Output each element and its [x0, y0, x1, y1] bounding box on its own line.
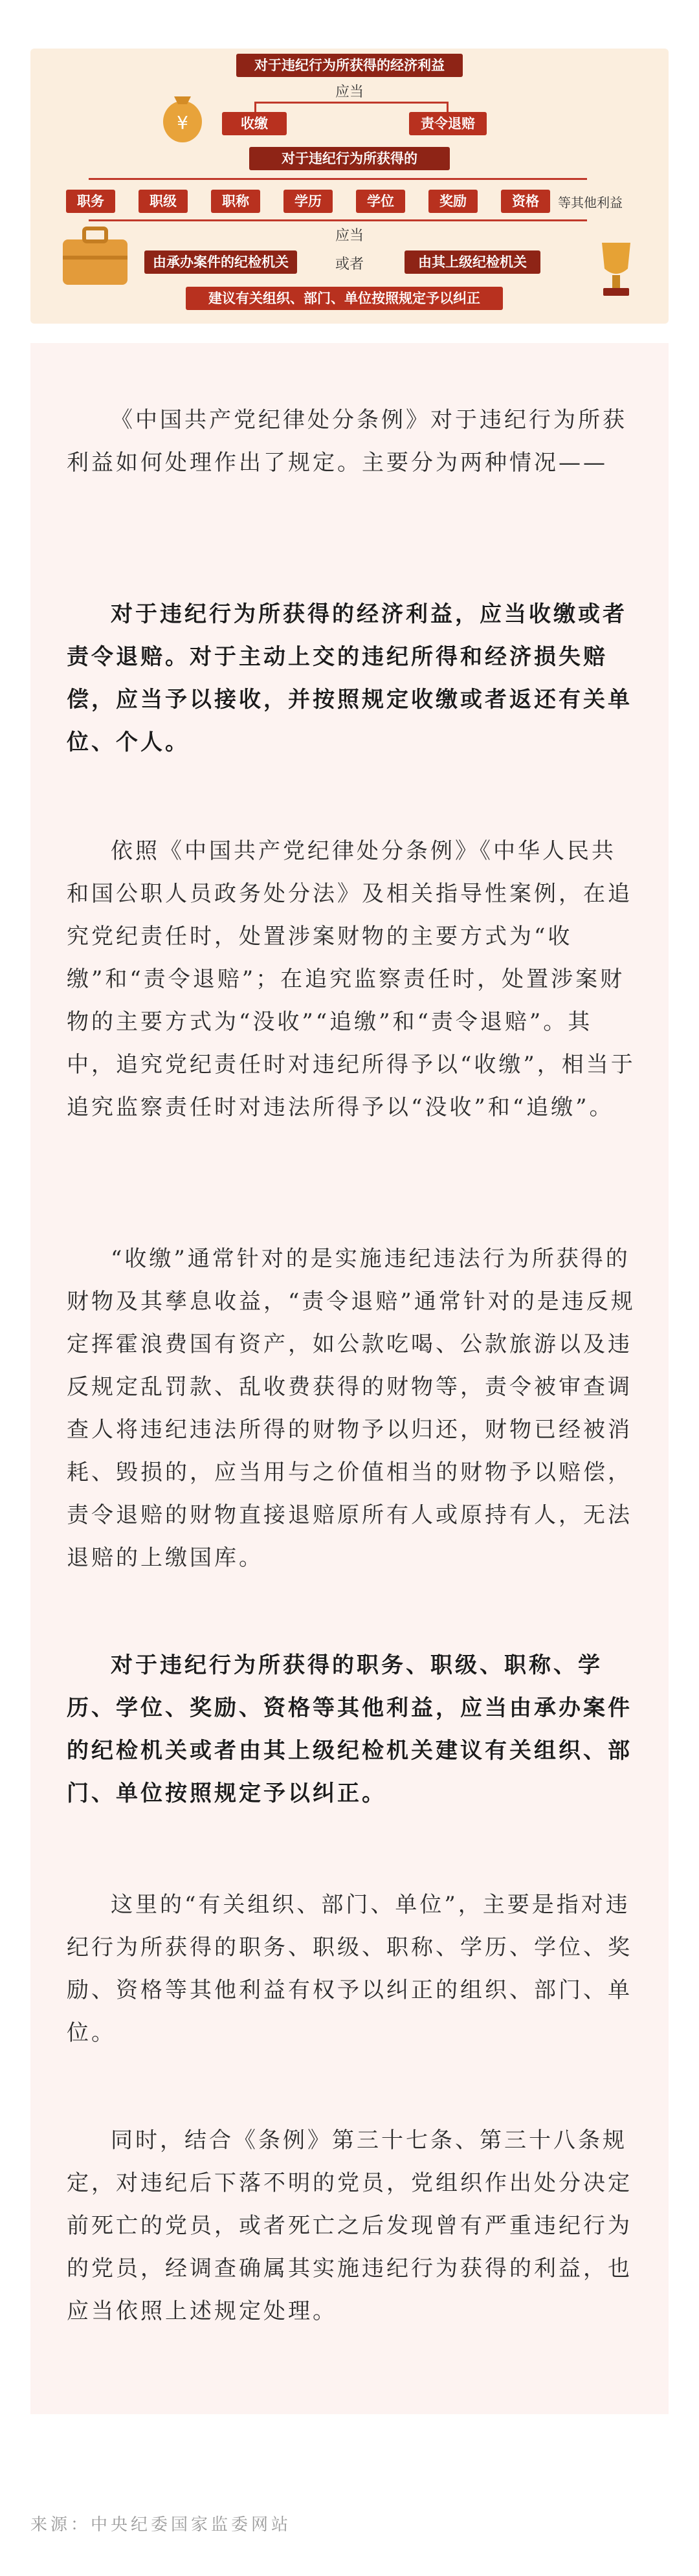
- paragraph-regulation-articles: 同时，结合《条例》第三十七条、第三十八条规定，对违纪后下落不明的党员，党组织作出处分决定前死亡的党员，或者死亡之后发现曾有严重违纪行为的党员，经调查确属其实施违纪行为获得的利益，也应当依照上述规定处理。: [67, 2127, 632, 2324]
- option-return: 责令退赔: [409, 112, 487, 135]
- svg-text:¥: ¥: [177, 112, 188, 133]
- item-jiangli: 奖励: [428, 190, 478, 213]
- item-xueli: 学历: [283, 190, 333, 213]
- banner-title-mid: 对于违纪行为所获得的: [249, 147, 450, 170]
- article-body: [30, 343, 669, 2414]
- item-zhiji: 职级: [139, 190, 188, 213]
- paragraph-other-benefits-bold: 对于违纪行为所获得的职务、职级、职称、学历、学位、奖励、资格等其他利益，应当由承办案件的纪检机关或者由其上级纪检机关建议有关组织、部门、单位按照规定予以纠正。: [67, 1652, 632, 1806]
- briefcase-icon: [60, 223, 131, 288]
- infographic-banner: [30, 49, 669, 324]
- org-superior: 由其上级纪检机关: [405, 250, 540, 274]
- banner-title-top: 对于违纪行为所获得的经济利益: [236, 54, 463, 77]
- item-zige: 资格: [501, 190, 550, 213]
- paragraph-collect-explained: “收缴”通常针对的是实施违纪违法行为所获得的财物及其孳息收益，“责令退赔”通常针对的是违反规定挥霍浪费国有资产，如公款吃喝、公款旅游以及违反规定乱罚款、乱收费获得的财物等，责令被审查调查人将违纪违法所得的财物予以归还，财物已经被消耗、毁损的，应当用与之价值相当的财物予以赔偿，责令退赔的财物直接退赔原所有人或原持有人，无法退赔的上缴国库。: [67, 1246, 636, 1571]
- item-xuewei: 学位: [356, 190, 405, 213]
- items-suffix: 等其他利益: [558, 195, 623, 210]
- paragraph-economic-bold: 对于违纪行为所获得的经济利益，应当收缴或者责令退赔。对于主动上交的违纪所得和经济损失赔偿，应当予以接收，并按照规定收缴或者返还有关单位、个人。: [67, 601, 632, 755]
- item-zhiwu: 职务: [66, 190, 115, 213]
- paragraph-intro: 《中国共产党纪律处分条例》对于违纪行为所获利益如何处理作出了规定。主要分为两种情况——: [67, 407, 627, 476]
- source-attribution: 来源：中央纪委国家监委网站: [30, 2515, 292, 2535]
- item-zhicheng: 职称: [211, 190, 260, 213]
- paragraph-organizations: 这里的“有关组织、部门、单位”，主要是指对违纪行为所获得的职务、职级、职称、学历、学位、奖励、资格等其他利益有权予以纠正的组织、部门、单位。: [67, 1892, 632, 2046]
- banner-ying-dang-1: 应当: [335, 84, 364, 100]
- banner-bottom: 建议有关组织、部门、单位按照规定予以纠正: [186, 287, 503, 310]
- paragraph-legal-basis: 依照《中国共产党纪律处分条例》《中华人民共和国公职人员政务处分法》及相关指导性案例，在追究党纪责任时，处置涉案财物的主要方式为“收缴”和“责令退赔”；在追究监察责任时，处置涉案财物的主要方式为“没收”“追缴”和“责令退赔”。其中，追究党纪责任时对违纪所得予以“收缴”，相当于追究监察责任时对违法所得予以“没收”和“追缴”。: [67, 838, 636, 1120]
- org-handling: 由承办案件的纪检机关: [144, 250, 297, 274]
- or-label: 或者: [335, 256, 364, 272]
- banner-ying-dang-2: 应当: [335, 228, 364, 244]
- trophy-icon: [590, 236, 642, 301]
- money-bag-icon: [160, 73, 205, 144]
- option-collect: 收缴: [222, 112, 287, 135]
